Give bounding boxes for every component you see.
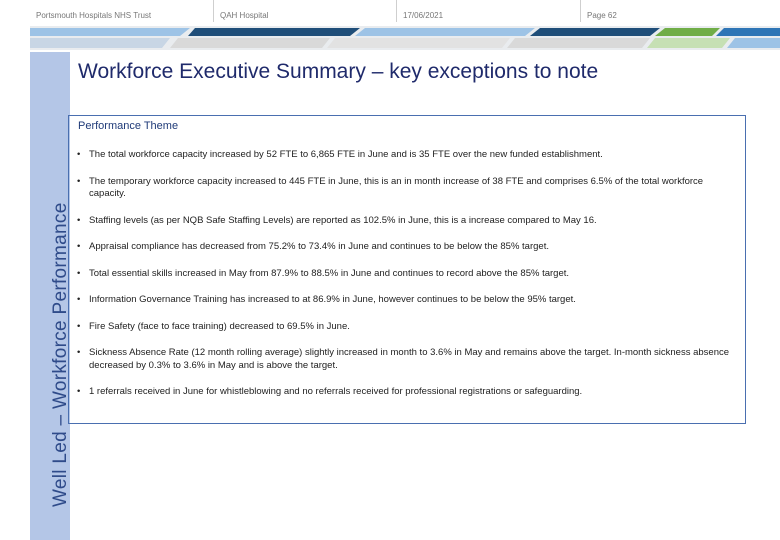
band-segment — [647, 38, 730, 48]
list-item — [77, 176, 742, 201]
band-segment — [716, 28, 780, 36]
list-item — [77, 294, 742, 307]
exceptions-list — [77, 149, 742, 413]
bullet-glyph: • — [77, 241, 81, 252]
header-divider — [213, 0, 214, 22]
list-item — [77, 149, 742, 162]
header-organisation: Portsmouth Hospitals NHS Trust — [36, 11, 152, 20]
header-divider — [396, 0, 397, 22]
list-item-text: The total workforce capacity increased by 52 FTE to 6,865 FTE in June and is 35 FTE over the new funded establishment. — [89, 149, 603, 160]
band-segment — [507, 38, 650, 48]
band-segment — [170, 38, 330, 48]
page-title: Workforce Executive Summary – key exceptions to note — [78, 60, 599, 83]
header-date: 17/06/2021 — [403, 11, 444, 20]
bullet-glyph: • — [77, 320, 81, 332]
band-segment — [727, 38, 780, 48]
band-segment — [30, 38, 170, 48]
list-item-text: 1 referrals received in June for whistleblowing and no referrals received for professional registrations or safeguarding. — [89, 386, 583, 397]
bullet-glyph: • — [77, 214, 81, 226]
bullet-glyph: • — [77, 175, 81, 187]
list-item — [77, 268, 742, 281]
bullet-glyph: • — [77, 294, 81, 305]
bullet-glyph: • — [77, 149, 81, 160]
panel-heading: Performance Theme — [78, 120, 179, 132]
list-item-text: Appraisal compliance has decreased from 75.2% to 73.4% in June and continues to be below the 85% target. — [89, 241, 549, 252]
band-segment — [530, 28, 660, 36]
bullet-glyph: • — [77, 347, 81, 358]
header-site: QAH Hospital — [220, 11, 269, 20]
band-segment — [355, 28, 535, 36]
list-item-text: Information Governance Training has increased to at 86.9% in June, however continues to be below the 95% target. — [89, 294, 576, 305]
list-item-text: Fire Safety (face to face training) decreased to 69.5% in June. — [89, 320, 350, 332]
list-item — [77, 347, 742, 372]
sidebar-section-label: Well Led – Workforce Performance — [50, 202, 71, 507]
header-divider — [580, 0, 581, 22]
bullet-glyph: • — [77, 267, 81, 279]
list-item-text: Staffing levels (as per NQB Safe Staffing Levels) are reported as 102.5% in June, this is a increase compared to May 16. — [89, 214, 597, 226]
band-segment — [327, 38, 510, 48]
header-page-number: Page 62 — [587, 11, 617, 20]
list-item — [77, 215, 742, 228]
decorative-color-band — [30, 26, 780, 50]
list-item-text: The temporary workforce capacity increased to 445 FTE in June, this is an in month increase of 38 FTE and comprises 6.5% of the total workforce capacity. — [89, 175, 704, 199]
band-segment — [30, 28, 190, 36]
band-graphic — [30, 26, 780, 50]
performance-theme-panel — [68, 115, 746, 424]
list-item-text: Sickness Absence Rate (12 month rolling average) slightly increased in month to 3.6% in May and remains above the target. In-month sickness absence decreased by 0.3% to 3.6% in May and is above the target. — [89, 347, 730, 371]
band-segment — [188, 28, 360, 36]
band-segment — [655, 28, 720, 36]
bullet-glyph: • — [77, 386, 81, 397]
list-item-text: Total essential skills increased in May from 87.9% to 88.5% in June and continues to record above the 85% target. — [89, 267, 570, 279]
list-item — [77, 321, 742, 334]
list-item — [77, 386, 742, 399]
list-item — [77, 241, 742, 254]
